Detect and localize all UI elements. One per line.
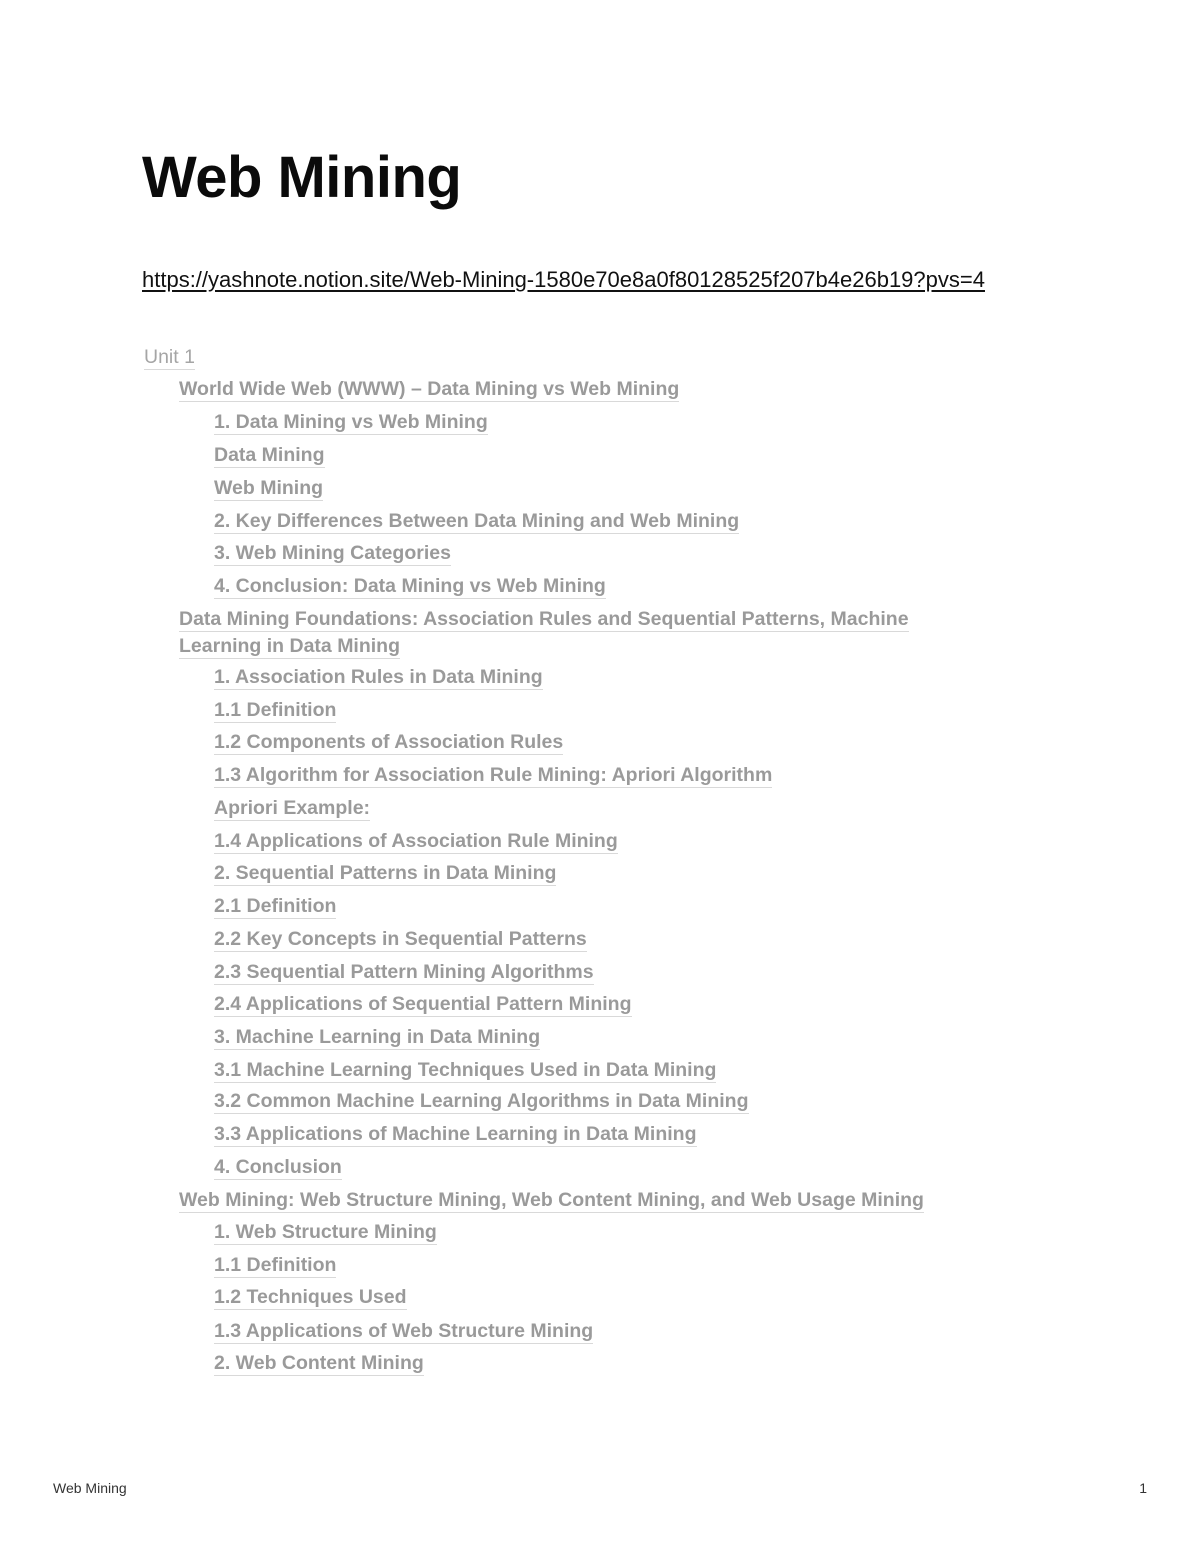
- toc-item-unit-1[interactable]: Unit 1: [144, 346, 195, 368]
- footer-document-title: Web Mining: [53, 1480, 127, 1496]
- toc-item-data-mining[interactable]: Data Mining: [214, 444, 325, 466]
- toc-item-ml-applications[interactable]: 3.3 Applications of Machine Learning in Data Mining: [214, 1123, 697, 1145]
- toc-item-sequential-patterns[interactable]: 2. Sequential Patterns in Data Mining: [214, 862, 557, 884]
- toc-item-web-content-mining[interactable]: 2. Web Content Mining: [214, 1352, 424, 1374]
- notion-page-link[interactable]: https://yashnote.notion.site/Web-Mining-1580e70e8a0f80128525f207b4e26b19?pvs=4: [142, 267, 985, 292]
- toc-item-key-differences[interactable]: 2. Key Differences Between Data Mining and Web Mining: [214, 510, 740, 532]
- toc-item-apriori-algorithm[interactable]: 1.3 Algorithm for Association Rule Mining: Apriori Algorithm: [214, 764, 773, 786]
- toc-item-ar-applications[interactable]: 1.4 Applications of Association Rule Mining: [214, 830, 618, 852]
- toc-item-conclusion[interactable]: 4. Conclusion: [214, 1156, 342, 1178]
- toc-item-association-rules[interactable]: 1. Association Rules in Data Mining: [214, 666, 543, 688]
- toc-item-web-mining[interactable]: Web Mining: [214, 477, 324, 499]
- toc-item-data-mining-vs-web-mining[interactable]: 1. Data Mining vs Web Mining: [214, 411, 488, 433]
- toc-item-machine-learning[interactable]: 3. Machine Learning in Data Mining: [214, 1026, 541, 1048]
- toc-item-apriori-example[interactable]: Apriori Example:: [214, 797, 371, 819]
- toc-item-web-mining-types[interactable]: Web Mining: Web Structure Mining, Web Content Mining, and Web Usage Mining: [179, 1189, 924, 1211]
- toc-item-sp-algorithms[interactable]: 2.3 Sequential Pattern Mining Algorithms: [214, 961, 594, 983]
- toc-item-wsm-techniques[interactable]: 1.2 Techniques Used: [214, 1286, 407, 1308]
- toc-item-ar-components[interactable]: 1.2 Components of Association Rules: [214, 731, 564, 753]
- toc-item-web-structure-mining[interactable]: 1. Web Structure Mining: [214, 1221, 437, 1243]
- toc-item-conclusion-dm-vs-wm[interactable]: 4. Conclusion: Data Mining vs Web Mining: [214, 575, 606, 597]
- footer-page-number: 1: [1139, 1480, 1147, 1496]
- toc-item-ml-techniques[interactable]: 3.1 Machine Learning Techniques Used in Data Mining: [214, 1059, 717, 1081]
- toc-item-data-mining-foundations[interactable]: Data Mining Foundations: Association Rules and Sequential Patterns, Machine Learning in Data Mining: [179, 608, 909, 657]
- toc-item-ar-definition[interactable]: 1.1 Definition: [214, 699, 337, 721]
- toc-item-www-data-mining-vs-web-mining[interactable]: World Wide Web (WWW) – Data Mining vs Web Mining: [179, 378, 680, 400]
- toc-item-ml-algorithms[interactable]: 3.2 Common Machine Learning Algorithms in Data Mining: [214, 1090, 749, 1112]
- toc-item-wsm-definition[interactable]: 1.1 Definition: [214, 1254, 337, 1276]
- toc-item-sp-key-concepts[interactable]: 2.2 Key Concepts in Sequential Patterns: [214, 928, 587, 950]
- toc-item-wsm-applications[interactable]: 1.3 Applications of Web Structure Mining: [214, 1320, 594, 1342]
- toc-item-sp-applications[interactable]: 2.4 Applications of Sequential Pattern Mining: [214, 993, 632, 1015]
- page-title: Web Mining: [142, 145, 462, 210]
- toc-item-web-mining-categories[interactable]: 3. Web Mining Categories: [214, 542, 451, 564]
- toc-item-sp-definition[interactable]: 2.1 Definition: [214, 895, 337, 917]
